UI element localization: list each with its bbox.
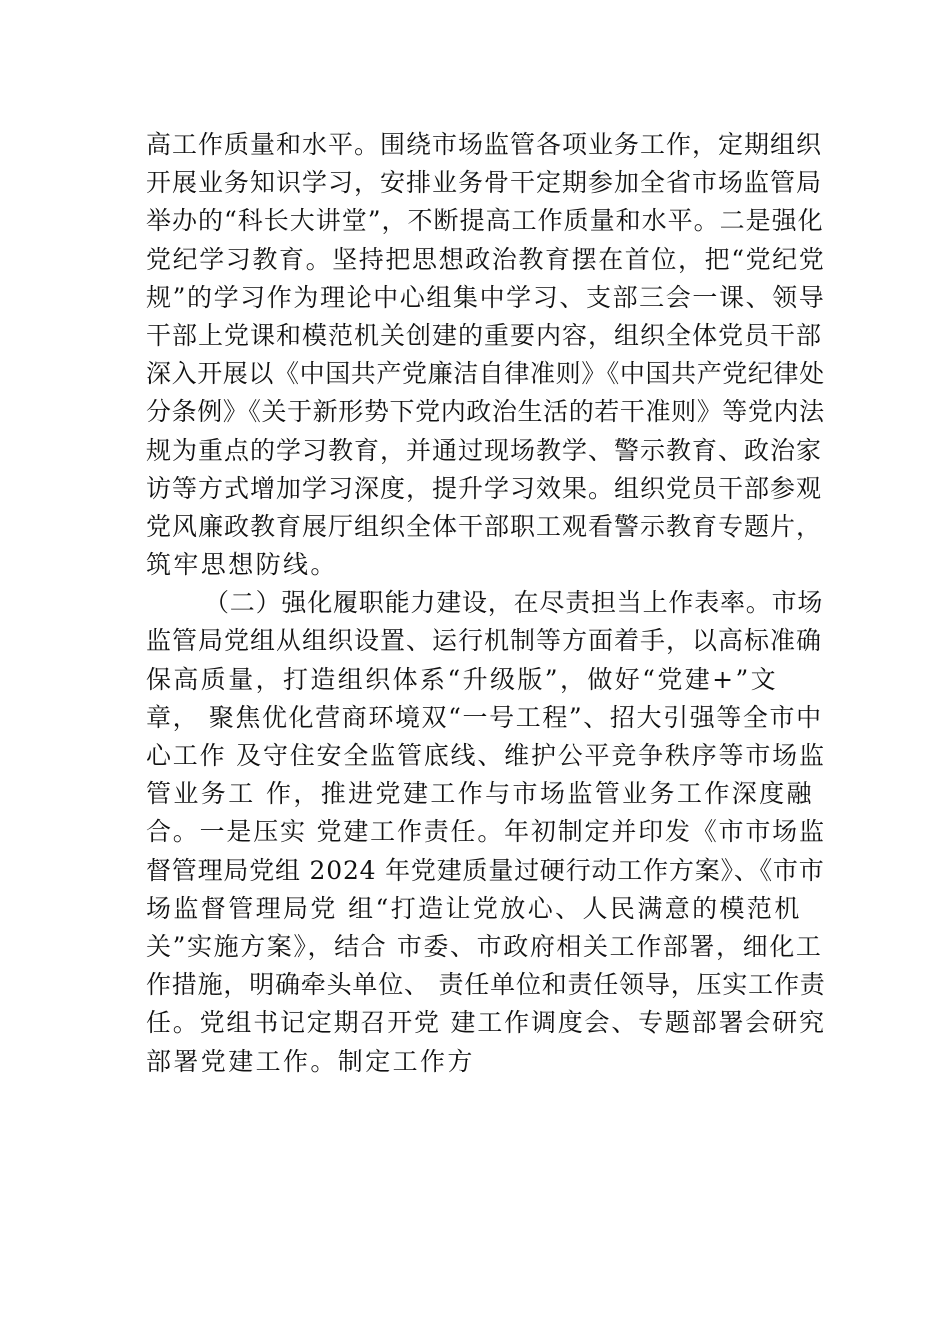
text-line: 场监督管理局党 组“打造让党放心、人民满意的模范机: [146, 893, 802, 923]
text-line: 举办的“科长大讲堂”，不断提高工作质量和水平。二是强化: [146, 206, 824, 236]
text-line: 党风廉政教育展厅组织全体干部职工观看警示教育专题片，: [146, 511, 823, 541]
text-line: 督管理局党组 2024 年党建质量过硬行动工作方案》、《市市: [146, 855, 825, 885]
text-line: 规为重点的学习教育，并通过现场教学、警示教育、政治家: [146, 435, 823, 465]
text-line: 访等方式增加学习深度，提升学习效果。组织党员干部参观: [146, 473, 823, 503]
text-line: 部署党建工作。制定工作方: [146, 1046, 475, 1076]
body-text: [146, 126, 826, 1081]
text-line: 作措施，明确牵头单位、 责任单位和责任领导，压实工作责: [146, 970, 826, 1000]
text-line: 保高质量，打造组织体系“升级版”，做好“党建+”文: [146, 664, 779, 694]
text-line: 任。党组书记定期召开党 建工作调度会、专题部署会研究: [146, 1008, 826, 1038]
text-line: 合。一是压实 党建工作责任。年初制定并印发《市市场监: [146, 817, 826, 847]
text-line: 分条例》《关于新形势下党内政治生活的若干准则》等党内法: [146, 397, 825, 427]
text-line: 监管局党组从组织设置、运行机制等方面着手，以高标准确: [146, 626, 823, 656]
text-line: 干部上党课和模范机关创建的重要内容，组织全体党员干部: [146, 320, 823, 350]
text-line: 开展业务知识学习，安排业务骨干定期参加全省市场监管局: [146, 168, 823, 198]
text-line: 规”的学习作为理论中心组集中学习、支部三会一课、领导: [146, 282, 826, 312]
text-line: 筑牢思想防线。: [146, 550, 338, 580]
text-line: 深入开展以《中国共产党廉洁自律准则》《中国共产党纪律处: [146, 359, 825, 389]
text-line: 高工作质量和水平。围绕市场监管各项业务工作，定期组织: [146, 130, 823, 159]
text-line: 关”实施方案》，结合 市委、市政府相关工作部署，细化工: [146, 931, 823, 961]
text-line: 党纪学习教育。坚持把思想政治教育摆在首位，把“党纪党: [146, 244, 826, 274]
text-line: 管业务工 作，推进党建工作与市场监管业务工作深度融: [146, 779, 814, 809]
text-line: 章， 聚焦优化营商环境双“一号工程”、招大引强等全市中: [146, 702, 823, 732]
text-line: 心工作 及守住安全监管底线、维护公平竞争秩序等市场监: [146, 741, 826, 770]
section-heading-line: （二）强化履职能力建设，在尽责担当上作表率。市场: [204, 588, 824, 618]
